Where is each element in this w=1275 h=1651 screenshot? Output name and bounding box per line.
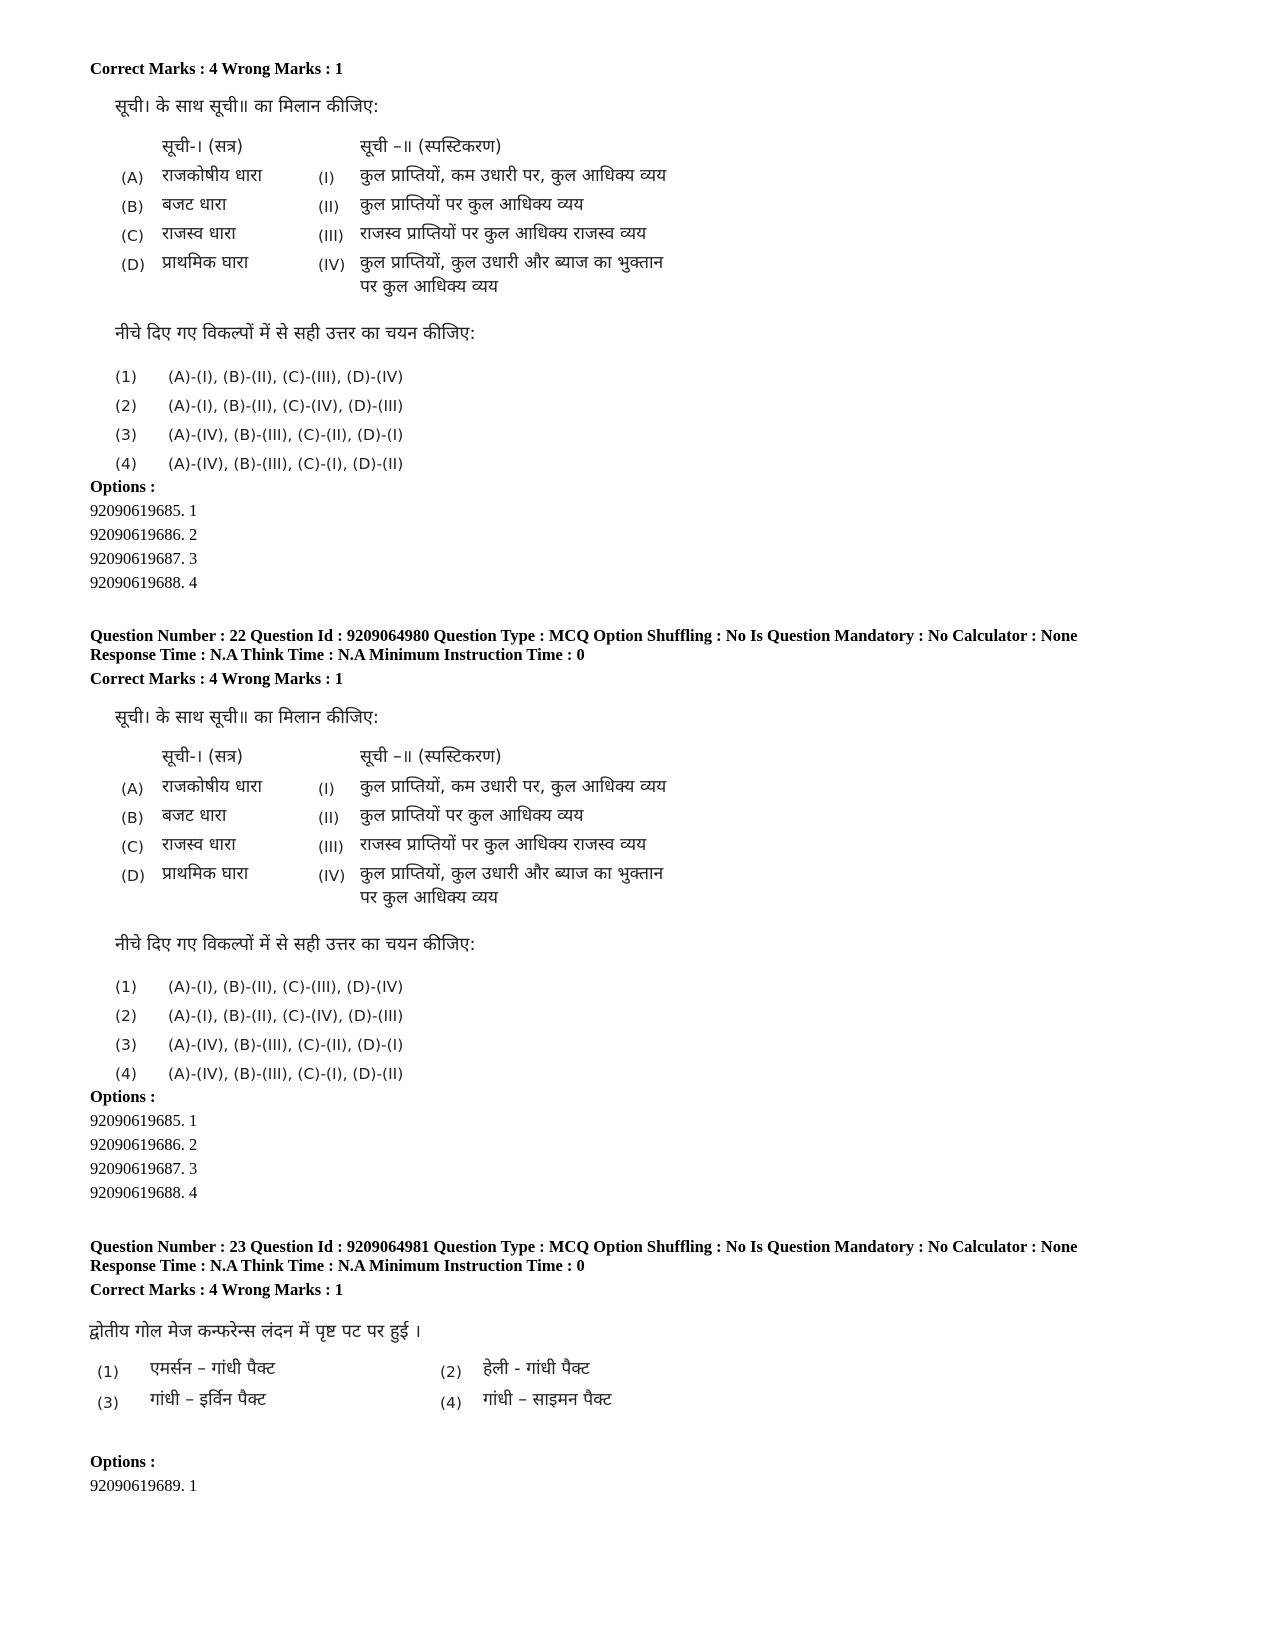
list1-header: सूची-। (सत्र): [162, 747, 244, 767]
choice-text: गांधी – साइमन पैक्ट: [483, 1390, 612, 1410]
answer-number: (3): [115, 1036, 137, 1054]
row-number: (III): [318, 838, 344, 856]
answer-text: (A)-(I), (B)-(II), (C)-(III), (D)-(IV): [168, 368, 404, 386]
list2-header: सूची –॥ (स्पस्टिकरण): [360, 747, 502, 767]
row-number: (III): [318, 227, 344, 245]
option-id: 92090619686. 2: [90, 525, 198, 544]
answer-number: (3): [115, 426, 137, 444]
row-description: राजस्व प्राप्तियों पर कुल आधिक्य राजस्व व्यय: [360, 835, 647, 855]
marks-line: Correct Marks : 4 Wrong Marks : 1: [90, 1280, 344, 1299]
option-id: 92090619687. 3: [90, 1159, 198, 1178]
row-term: राजस्व धारा: [162, 835, 236, 855]
list1-header: सूची-। (सत्र): [162, 137, 244, 157]
question-meta-line1: Question Number : 23 Question Id : 9209064981 Question Type : MCQ Option Shuffling : No Is Question Mandatory : No Calculator : None: [90, 1237, 1078, 1256]
row-letter: (C): [121, 227, 144, 245]
question-meta-line2: Response Time : N.A Think Time : N.A Minimum Instruction Time : 0: [90, 1256, 585, 1275]
row-term: प्राथमिक घारा: [162, 253, 249, 273]
row-number: (I): [318, 169, 335, 187]
question-prompt: सूची। के साथ सूची॥ का मिलान कीजिए:: [115, 96, 379, 117]
options-label: Options :: [90, 1087, 156, 1106]
row-letter: (A): [121, 780, 144, 798]
answer-number: (2): [115, 397, 137, 415]
option-id: 92090619688. 4: [90, 573, 198, 592]
answer-text: (A)-(I), (B)-(II), (C)-(IV), (D)-(III): [168, 1007, 404, 1025]
answer-text: (A)-(I), (B)-(II), (C)-(IV), (D)-(III): [168, 397, 404, 415]
row-description: कुल प्राप्तियों, कुल उधारी और ब्याज का भुक्तान: [360, 253, 664, 273]
choice-text: गांधी – इर्विन पैक्ट: [150, 1390, 266, 1410]
row-letter: (B): [121, 198, 144, 216]
answer-text: (A)-(I), (B)-(II), (C)-(III), (D)-(IV): [168, 978, 404, 996]
option-id: 92090619687. 3: [90, 549, 198, 568]
answer-number: (1): [115, 368, 137, 386]
row-term: बजट धारा: [162, 806, 227, 826]
option-id: 92090619686. 2: [90, 1135, 198, 1154]
option-id: 92090619685. 1: [90, 501, 198, 520]
row-letter: (B): [121, 809, 144, 827]
row-number: (I): [318, 780, 335, 798]
choice-number: (3): [97, 1394, 119, 1412]
marks-line: Correct Marks : 4 Wrong Marks : 1: [90, 59, 344, 78]
answer-number: (4): [115, 1065, 137, 1083]
answer-text: (A)-(IV), (B)-(III), (C)-(II), (D)-(I): [168, 426, 404, 444]
question-text: द्वोतीय गोल मेज कन्फरेन्स लंदन में पृष्ट पट पर हुई ।: [89, 1321, 421, 1342]
choose-prompt: नीचे दिए गए विकल्पों में से सही उत्तर का चयन कीजिए:: [115, 934, 476, 955]
row-description: कुल प्राप्तियों, कम उधारी पर, कुल आधिक्य व्यय: [360, 777, 667, 797]
choice-text: एमर्सन – गांधी पैक्ट: [150, 1359, 276, 1379]
row-term: बजट धारा: [162, 195, 227, 215]
row-term: राजकोषीय धारा: [162, 777, 262, 797]
choice-number: (2): [440, 1363, 462, 1381]
row-description-cont: पर कुल आधिक्य व्यय: [360, 888, 499, 908]
option-id: 92090619688. 4: [90, 1183, 198, 1202]
options-label: Options :: [90, 477, 156, 496]
row-description-cont: पर कुल आधिक्य व्यय: [360, 277, 499, 297]
row-number: (IV): [318, 867, 346, 885]
choice-number: (1): [97, 1363, 119, 1381]
question-meta-line1: Question Number : 22 Question Id : 9209064980 Question Type : MCQ Option Shuffling : No Is Question Mandatory : No Calculator : None: [90, 626, 1078, 645]
row-letter: (D): [121, 256, 146, 274]
question-meta-line2: Response Time : N.A Think Time : N.A Minimum Instruction Time : 0: [90, 645, 585, 664]
choose-prompt: नीचे दिए गए विकल्पों में से सही उत्तर का चयन कीजिए:: [115, 323, 476, 344]
choice-text: हेली - गांधी पैक्ट: [483, 1359, 590, 1379]
row-letter: (A): [121, 169, 144, 187]
answer-text: (A)-(IV), (B)-(III), (C)-(I), (D)-(II): [168, 455, 404, 473]
option-id: 92090619685. 1: [90, 1111, 198, 1130]
row-description: कुल प्राप्तियों पर कुल आधिक्य व्यय: [360, 195, 584, 215]
row-letter: (D): [121, 867, 146, 885]
question-prompt: सूची। के साथ सूची॥ का मिलान कीजिए:: [115, 707, 379, 728]
answer-text: (A)-(IV), (B)-(III), (C)-(II), (D)-(I): [168, 1036, 404, 1054]
row-description: कुल प्राप्तियों पर कुल आधिक्य व्यय: [360, 806, 584, 826]
answer-number: (4): [115, 455, 137, 473]
row-description: कुल प्राप्तियों, कम उधारी पर, कुल आधिक्य व्यय: [360, 166, 667, 186]
marks-line: Correct Marks : 4 Wrong Marks : 1: [90, 669, 344, 688]
row-number: (II): [318, 809, 340, 827]
list2-header: सूची –॥ (स्पस्टिकरण): [360, 137, 502, 157]
row-letter: (C): [121, 838, 144, 856]
row-term: राजस्व धारा: [162, 224, 236, 244]
row-description: राजस्व प्राप्तियों पर कुल आधिक्य राजस्व व्यय: [360, 224, 647, 244]
row-number: (II): [318, 198, 340, 216]
choice-number: (4): [440, 1394, 462, 1412]
answer-number: (2): [115, 1007, 137, 1025]
answer-text: (A)-(IV), (B)-(III), (C)-(I), (D)-(II): [168, 1065, 404, 1083]
row-description: कुल प्राप्तियों, कुल उधारी और ब्याज का भुक्तान: [360, 864, 664, 884]
row-term: प्राथमिक घारा: [162, 864, 249, 884]
options-label: Options :: [90, 1452, 156, 1471]
answer-number: (1): [115, 978, 137, 996]
option-id: 92090619689. 1: [90, 1476, 198, 1495]
row-term: राजकोषीय धारा: [162, 166, 262, 186]
row-number: (IV): [318, 256, 346, 274]
